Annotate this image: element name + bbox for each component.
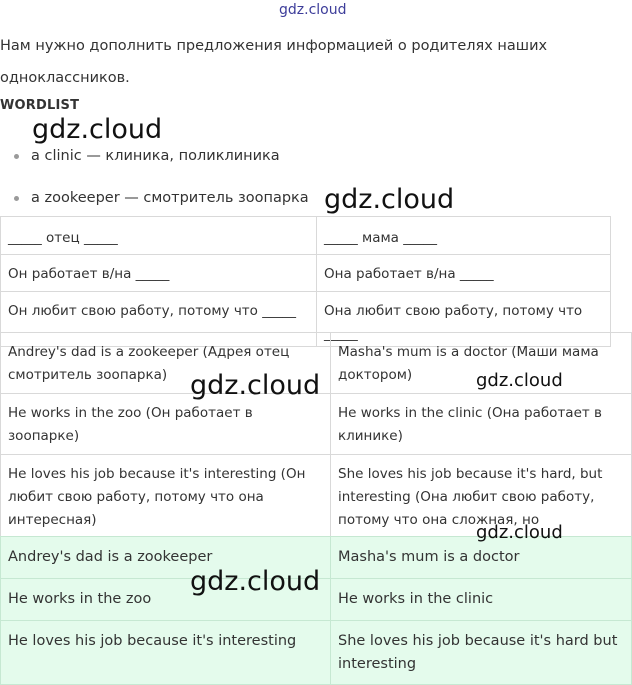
table-cell: Masha's mum is a doctor (Маши мама доктором) [331,333,632,394]
wordlist-title: WORDLIST [0,98,80,113]
table-cell: He works in the clinic [331,579,632,621]
table-cell: She loves his job because it's hard but interesting [331,621,632,685]
table-cell: He works in the zoo [1,579,331,621]
wordlist-item [14,190,309,206]
intro-text: Нам нужно дополнить предложения информацией о родителях наших одноклассников. [0,38,548,86]
watermark: gdz.cloud [476,370,563,391]
table-cell: Она любит свою работу, потому что _____ [317,292,611,347]
table-row [1,255,611,292]
answer-table [0,536,632,685]
table-cell: Она работает в/на _____ [317,255,611,292]
table-cell: He loves his job because it's interesting (Он любит свою работу, потому что она интересная) [1,455,331,560]
wordlist-item-text: a zookeeper — смотритель зоопарка [31,190,309,206]
watermark: gdz.cloud [476,522,563,543]
watermark: gdz.cloud [190,566,321,597]
table-cell: Masha's mum is a doctor [331,537,632,579]
table-cell: Он работает в/на _____ [1,255,317,292]
table-cell: He loves his job because it's interesting [1,621,331,685]
table-cell: He works in the zoo (Он работает в зоопарке) [1,394,331,455]
watermark: gdz.cloud [32,114,163,145]
table-cell: She loves his job because it's hard, but interesting (Она любит свою работу, потому что она сложная, но [331,455,632,560]
wordlist-item-text: a clinic — клиника, поликлиника [31,148,280,164]
bullet-icon [14,154,19,159]
watermark-top: gdz.cloud [279,2,347,18]
table-cell: Andrey's dad is a zookeeper [1,537,331,579]
watermark: gdz.cloud [190,370,321,401]
table-cell: _____ мама _____ [317,217,611,255]
table-cell: Он любит свою работу, потому что _____ [1,292,317,347]
table-cell: He works in the clinic (Она работает в клинике) [331,394,632,455]
wordlist-item [14,148,280,164]
template-table [0,216,611,347]
watermark: gdz.cloud [324,184,455,215]
table-row [1,621,632,685]
table-cell: Andrey's dad is a zookeeper (Адрея отец смотритель зоопарка) [1,333,331,394]
table-row [1,217,611,255]
table-row [1,394,632,455]
table-cell: _____ отец _____ [1,217,317,255]
bullet-icon [14,196,19,201]
